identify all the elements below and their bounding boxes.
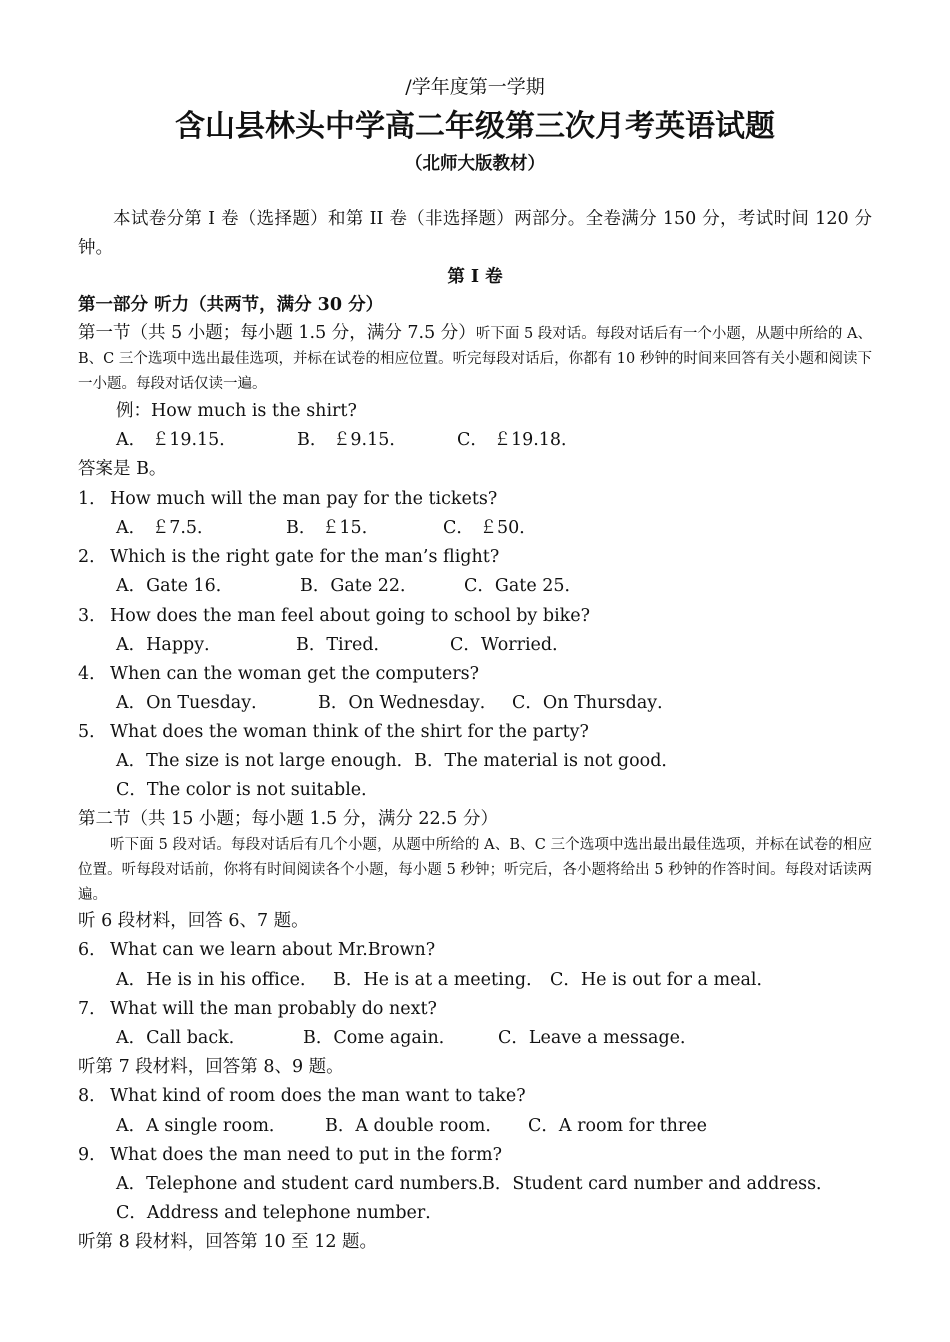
question-4 bbox=[78, 663, 479, 685]
q4-option-b: B．On Wednesday． bbox=[318, 693, 498, 713]
question-text: What will the man probably do next? bbox=[110, 999, 437, 1019]
q2-option-a: A．Gate 16． bbox=[116, 576, 234, 596]
question-number: 2． bbox=[78, 547, 107, 567]
q9-option-b: B．Student card number and address． bbox=[482, 1174, 834, 1194]
question-number: 6． bbox=[78, 940, 107, 960]
section2-instructions: 听下面 5 段对话。每段对话后有几个小题，从题中所给的 A、B、C 三个选项中选出最出最佳选项，并标在试卷的相应位置。听每段对话前，你将有时间阅读各个小题，每小题 5 秒钟；听完后，各小题将给出 5 秒钟的作答时间。每段对话读两遍。 bbox=[78, 837, 872, 903]
question-text: How much will the man pay for the tickets? bbox=[110, 489, 498, 509]
q9-option-c: C．Address and telephone number． bbox=[116, 1203, 443, 1223]
q7-option-b: B．Come again． bbox=[303, 1028, 457, 1048]
question-number: 5． bbox=[78, 722, 107, 742]
question-number: 4． bbox=[78, 664, 107, 684]
example-question: 例：How much is the shirt? bbox=[116, 401, 357, 421]
section1-instructions-text: 听下面 5 段对话。每段对话后有一个小题，从题中所给的 A、B、C 三个选项中选出最佳选项，并标在试卷的相应位置。听完每段对话后，你都有 10 秒钟的时间来回答有关小题和阅读下一小题。每段对话仅读一遍。 bbox=[78, 326, 872, 392]
q1-option-a: A． ￡7.5． bbox=[116, 518, 215, 538]
section2-heading: 第二节（共 15 小题；每小题 1.5 分，满分 22.5 分） bbox=[78, 809, 498, 829]
question-1 bbox=[78, 488, 497, 510]
q7-option-c: C．Leave a message． bbox=[498, 1028, 698, 1048]
question-text: How does the man feel about going to school by bike? bbox=[110, 606, 591, 626]
q2-option-b: B．Gate 22． bbox=[300, 576, 418, 596]
school-year-line: /学年度第一学期 bbox=[405, 76, 545, 98]
q6-option-b: B．He is at a meeting． bbox=[333, 970, 544, 990]
example-option-a: A． ￡19.15． bbox=[116, 430, 237, 450]
q4-option-c: C．On Thursday． bbox=[512, 693, 675, 713]
example-option-b: B． ￡9.15． bbox=[297, 430, 407, 450]
question-2 bbox=[78, 546, 499, 568]
q6-option-a: A．He is in his office． bbox=[116, 970, 318, 990]
question-text: What kind of room does the man want to take? bbox=[110, 1086, 526, 1106]
q3-option-b: B．Tired． bbox=[296, 635, 392, 655]
question-7 bbox=[78, 998, 437, 1020]
q5-options-a-b: A．The size is not large enough．B．The material is not good． bbox=[116, 751, 679, 771]
q6-option-c: C．He is out for a meal． bbox=[550, 970, 775, 990]
q8-option-b: B．A double room． bbox=[325, 1116, 503, 1136]
q1-option-c: C． ￡50． bbox=[443, 518, 537, 538]
question-text: Which is the right gate for the man’s flight? bbox=[110, 547, 500, 567]
question-number: 8． bbox=[78, 1086, 107, 1106]
q5-option-c: C．The color is not suitable． bbox=[116, 780, 379, 800]
question-9 bbox=[78, 1144, 502, 1166]
question-text: What does the man need to put in the form? bbox=[110, 1145, 502, 1165]
q3-option-c: C．Worried． bbox=[450, 635, 570, 655]
example-option-c: C． ￡19.18． bbox=[457, 430, 579, 450]
q9-option-a: A．Telephone and student card numbers． bbox=[116, 1174, 496, 1194]
question-3 bbox=[78, 605, 590, 627]
q1-option-b: B． ￡15． bbox=[286, 518, 380, 538]
material-7-label: 听第 7 段材料，回答第 8、9 题。 bbox=[78, 1057, 344, 1077]
question-5 bbox=[78, 721, 589, 743]
q8-option-c: C．A room for three bbox=[528, 1116, 708, 1136]
exam-title: 含山县林头中学高二年级第三次月考英语试题 bbox=[175, 109, 775, 144]
volume-heading: 第 I 卷 bbox=[447, 267, 503, 287]
question-number: 9． bbox=[78, 1145, 107, 1165]
section1-heading: 第一节（共 5 小题；每小题 1.5 分，满分 7.5 分） bbox=[78, 323, 476, 343]
q4-option-a: A．On Tuesday． bbox=[116, 693, 269, 713]
q2-option-c: C．Gate 25． bbox=[464, 576, 583, 596]
question-6 bbox=[78, 939, 435, 961]
material-6-label: 听 6 段材料，回答 6、7 题。 bbox=[78, 911, 309, 931]
q3-option-a: A．Happy． bbox=[116, 635, 222, 655]
example-answer: 答案是 B。 bbox=[78, 459, 167, 479]
q7-option-a: A．Call back． bbox=[116, 1028, 247, 1048]
material-8-label: 听第 8 段材料，回答第 10 至 12 题。 bbox=[78, 1232, 378, 1252]
section1-instructions bbox=[78, 321, 872, 397]
question-text: What can we learn about Mr.Brown? bbox=[110, 940, 436, 960]
question-number: 3． bbox=[78, 606, 107, 626]
exam-subtitle: （北师大版教材） bbox=[405, 154, 545, 174]
question-8 bbox=[78, 1085, 526, 1107]
question-text: What does the woman think of the shirt for the party? bbox=[110, 722, 589, 742]
q8-option-a: A．A single room． bbox=[116, 1116, 287, 1136]
intro-paragraph: 本试卷分第 I 卷（选择题）和第 II 卷（非选择题）两部分。全卷满分 150 分，考试时间 120 分钟。 bbox=[78, 209, 872, 258]
question-number: 1． bbox=[78, 489, 107, 509]
question-text: When can the woman get the computers? bbox=[110, 664, 480, 684]
question-number: 7． bbox=[78, 999, 107, 1019]
part1-heading: 第一部分 听力（共两节，满分 30 分） bbox=[78, 295, 384, 315]
